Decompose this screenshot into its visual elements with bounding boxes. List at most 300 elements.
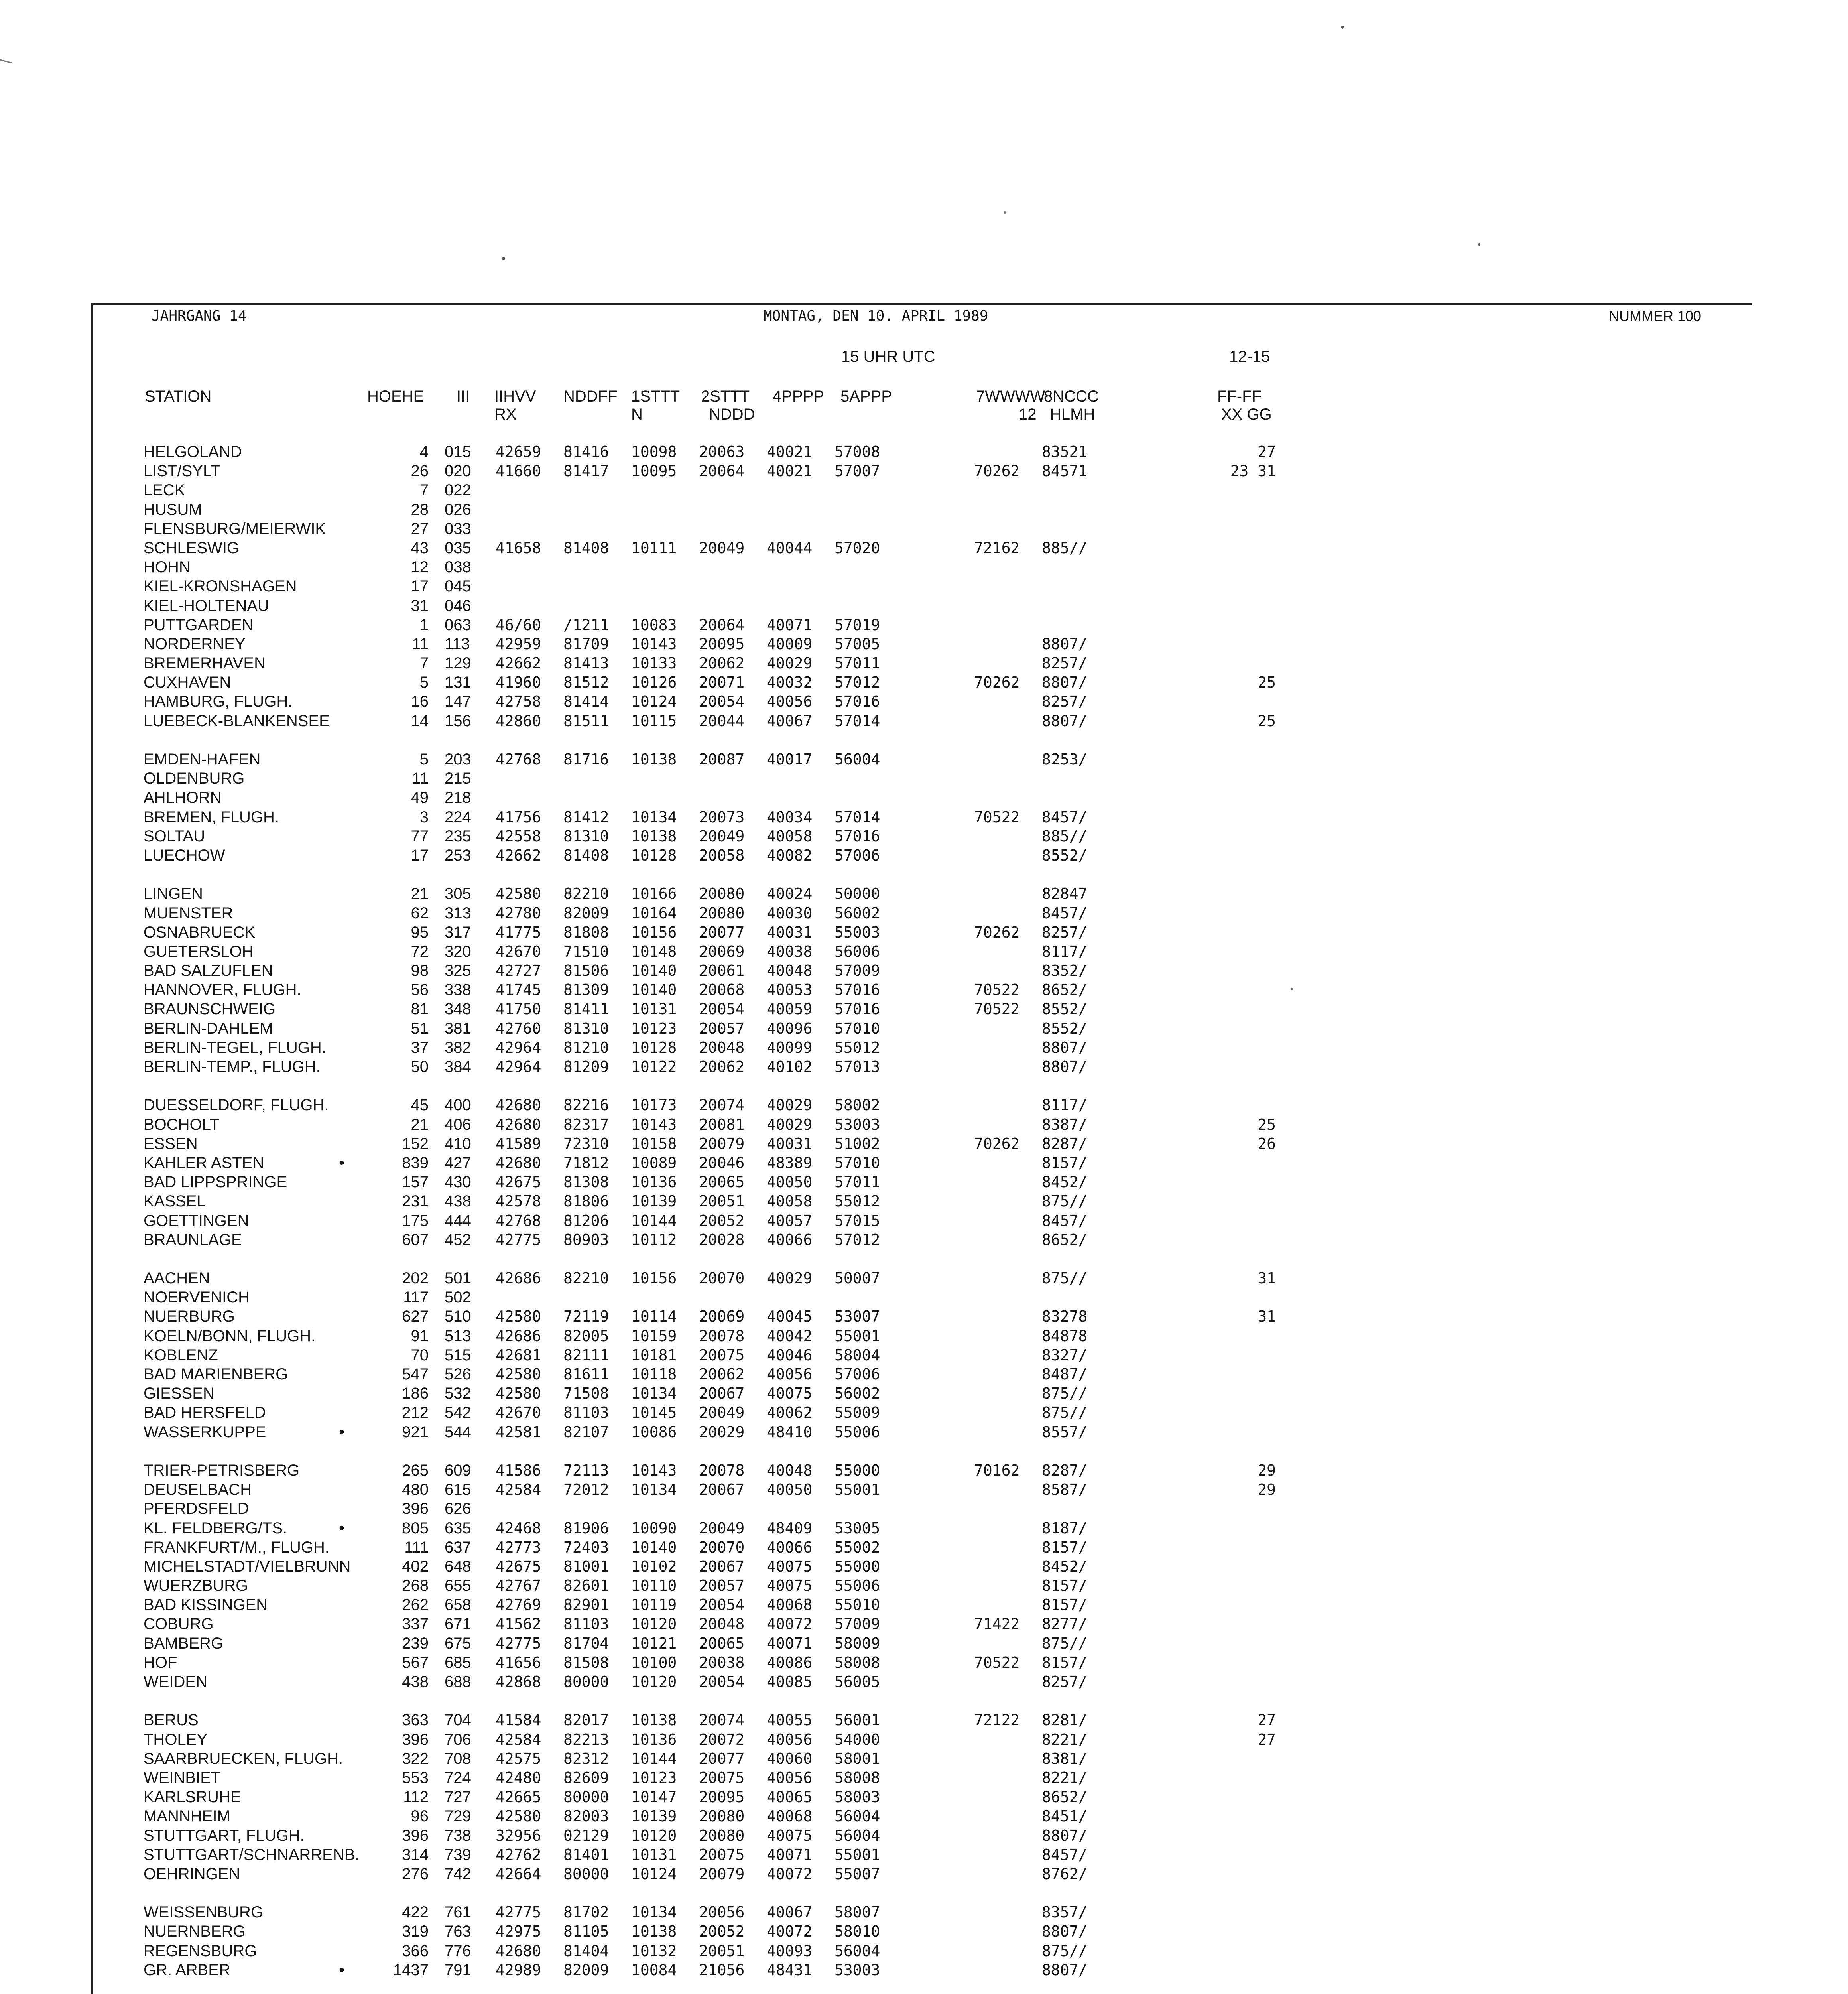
code-group: 55000	[834, 1557, 880, 1575]
station-height: 157	[402, 1173, 429, 1191]
code-group: 8157/	[1042, 1596, 1088, 1614]
station-id: 313	[445, 904, 471, 922]
code-group: 10139	[631, 1192, 677, 1210]
code-group: 10102	[631, 1557, 677, 1575]
code-group: 42727	[496, 962, 541, 980]
code-group: 57012	[834, 674, 880, 692]
code-group: 10124	[631, 1865, 677, 1883]
code-group: 82111	[563, 1346, 609, 1364]
station-height: 396	[402, 1500, 429, 1518]
code-group: 40048	[767, 962, 813, 980]
station-id: 129	[445, 654, 471, 672]
code-group: 10111	[631, 539, 677, 557]
code-group: 40071	[767, 1846, 813, 1864]
station-id: 338	[445, 981, 471, 999]
code-group: 8807/	[1042, 1827, 1088, 1844]
code-group: 40099	[767, 1038, 813, 1056]
station-id: 510	[445, 1308, 471, 1326]
station-name: NUERBURG	[144, 1308, 235, 1326]
code-group: 41756	[496, 808, 541, 826]
station-height: 62	[411, 904, 429, 922]
code-group: 20095	[699, 1788, 745, 1806]
code-group: 70262	[974, 923, 1020, 941]
code-group: 82210	[563, 885, 609, 903]
station-height: 175	[402, 1212, 429, 1230]
code-group: 875//	[1042, 1269, 1088, 1287]
code-group: 81906	[563, 1519, 609, 1537]
station-height: 1437	[393, 1961, 429, 1979]
code-group: 20095	[699, 635, 745, 653]
code-group: 42581	[496, 1423, 541, 1441]
code-group: 70522	[974, 808, 1020, 826]
code-group: 10100	[631, 1653, 677, 1671]
code-group: 8287/	[1042, 1461, 1088, 1479]
station-height: 337	[402, 1615, 429, 1633]
station-id: 305	[445, 885, 471, 903]
code-group: 20049	[699, 1519, 745, 1537]
code-group: 42989	[496, 1961, 541, 1979]
code-group: /1211	[563, 616, 609, 634]
code-group: 84878	[1042, 1327, 1088, 1345]
col-12: 12	[1019, 406, 1037, 423]
station-id: 706	[445, 1730, 471, 1748]
station-name: CUXHAVEN	[144, 674, 231, 692]
code-group: 42680	[496, 1096, 541, 1114]
code-group: 8221/	[1042, 1730, 1088, 1748]
code-group: 57008	[834, 443, 880, 461]
code-group: 40068	[767, 1596, 813, 1614]
station-name: KOELN/BONN, FLUGH.	[144, 1327, 316, 1345]
code-group: 20038	[699, 1653, 745, 1671]
code-group: 42575	[496, 1750, 541, 1767]
code-group: 8257/	[1042, 1673, 1088, 1691]
code-group: 20070	[699, 1538, 745, 1556]
station-id: 410	[445, 1135, 471, 1153]
station-id: 348	[445, 1000, 471, 1018]
station-id: 015	[445, 443, 471, 461]
code-group: 10143	[631, 635, 677, 653]
code-group: 40017	[767, 751, 813, 768]
code-group: 40034	[767, 808, 813, 826]
station-height: 262	[402, 1596, 429, 1614]
code-group: 42558	[496, 827, 541, 845]
code-group: 41775	[496, 923, 541, 941]
code-group: 10138	[631, 1923, 677, 1941]
station-name: HOF	[144, 1653, 177, 1671]
station-name: BERLIN-TEGEL, FLUGH.	[144, 1038, 326, 1056]
station-name: TRIER-PETRISBERG	[144, 1461, 300, 1479]
station-height: 111	[404, 1538, 429, 1556]
station-height: 231	[402, 1192, 429, 1210]
code-group: 81401	[563, 1846, 609, 1864]
station-name: KASSEL	[144, 1192, 206, 1210]
code-group: 40067	[767, 1903, 813, 1921]
station-name: THOLEY	[144, 1730, 208, 1748]
code-group: 10140	[631, 1538, 677, 1556]
code-group: 40029	[767, 1115, 813, 1133]
code-group: 82210	[563, 1269, 609, 1287]
code-group: 55007	[834, 1865, 880, 1883]
code-group: 20070	[699, 1269, 745, 1287]
code-group: 58001	[834, 1750, 880, 1767]
code-group: 72119	[563, 1308, 609, 1326]
station-name: WEIDEN	[144, 1673, 207, 1691]
gust-value: 23 31	[1230, 462, 1276, 480]
station-height: 402	[402, 1557, 429, 1575]
station-id: 400	[445, 1096, 471, 1114]
code-group: 57014	[834, 712, 880, 730]
code-group: 40053	[767, 981, 813, 999]
code-group: 40056	[767, 1365, 813, 1383]
code-group: 81103	[563, 1615, 609, 1633]
code-group: 57011	[834, 1173, 880, 1191]
station-name: PFERDSFELD	[144, 1500, 249, 1518]
code-group: 42860	[496, 712, 541, 730]
code-group: 8117/	[1042, 1096, 1088, 1114]
station-id: 203	[445, 751, 471, 768]
code-group: 81511	[563, 712, 609, 730]
code-group: 20079	[699, 1135, 745, 1153]
code-group: 20049	[699, 827, 745, 845]
station-name: FLENSBURG/MEIERWIK	[144, 520, 326, 538]
code-group: 42584	[496, 1730, 541, 1748]
code-group: 55009	[834, 1404, 880, 1422]
station-id: 742	[445, 1865, 471, 1883]
code-group: 81704	[563, 1634, 609, 1652]
code-group: 81206	[563, 1212, 609, 1230]
code-group: 82003	[563, 1807, 609, 1825]
code-group: 81209	[563, 1058, 609, 1076]
code-group: 20075	[699, 1346, 745, 1364]
station-name: BAD LIPPSPRINGE	[144, 1173, 287, 1191]
station-name: SAARBRUECKEN, FLUGH.	[144, 1750, 343, 1767]
station-id: 235	[445, 827, 471, 845]
gust-value: 25	[1258, 674, 1276, 692]
code-group: 10089	[631, 1154, 677, 1172]
station-name: GOETTINGEN	[144, 1212, 249, 1230]
gust-value: 27	[1258, 443, 1276, 461]
station-height: 547	[402, 1365, 429, 1383]
code-group: 58002	[834, 1096, 880, 1114]
col-nddff: NDDFF	[563, 388, 618, 405]
code-group: 20057	[699, 1577, 745, 1595]
code-group: 41750	[496, 1000, 541, 1018]
code-group: 42659	[496, 443, 541, 461]
code-group: 81417	[563, 462, 609, 480]
code-group: 54000	[834, 1730, 880, 1748]
station-name: MUENSTER	[144, 904, 233, 922]
station-height: 26	[411, 462, 429, 480]
station-id: 502	[445, 1289, 471, 1306]
gust-value: 25	[1258, 1115, 1276, 1133]
station-id: 382	[445, 1038, 471, 1056]
code-group: 58008	[834, 1769, 880, 1787]
col-7wwww: 7WWWW	[976, 388, 1045, 405]
code-group: 40038	[767, 942, 813, 960]
code-group: 56006	[834, 942, 880, 960]
station-height: 396	[402, 1730, 429, 1748]
station-name: NORDERNEY	[144, 635, 246, 653]
code-group: 8387/	[1042, 1115, 1088, 1133]
station-id: 384	[445, 1058, 471, 1076]
code-group: 20063	[699, 443, 745, 461]
station-height: 45	[411, 1096, 429, 1114]
station-id: 452	[445, 1231, 471, 1249]
code-group: 40057	[767, 1212, 813, 1230]
code-group: 20068	[699, 981, 745, 999]
code-group: 10122	[631, 1058, 677, 1076]
code-group: 42959	[496, 635, 541, 653]
code-group: 20056	[699, 1903, 745, 1921]
code-group: 8807/	[1042, 1961, 1088, 1979]
station-name: KL. FELDBERG/TS.	[144, 1519, 287, 1537]
col-iii: III	[457, 388, 470, 405]
code-group: 02129	[563, 1827, 609, 1844]
code-group: 81506	[563, 962, 609, 980]
station-id: 727	[445, 1788, 471, 1806]
station-name: BAD SALZUFLEN	[144, 962, 273, 980]
station-name: GR. ARBER	[144, 1961, 230, 1979]
code-group: 42964	[496, 1038, 541, 1056]
code-group: 42769	[496, 1596, 541, 1614]
code-group: 875//	[1042, 1942, 1088, 1960]
station-height: 202	[402, 1269, 429, 1287]
code-group: 40071	[767, 1634, 813, 1652]
code-group: 20062	[699, 1365, 745, 1383]
code-group: 10138	[631, 751, 677, 768]
station-name: BAD MARIENBERG	[144, 1365, 288, 1383]
code-group: 10120	[631, 1615, 677, 1633]
station-height: 31	[411, 597, 429, 615]
station-id: 218	[445, 789, 471, 807]
code-group: 8552/	[1042, 1019, 1088, 1037]
station-id: 724	[445, 1769, 471, 1787]
code-group: 83521	[1042, 443, 1088, 461]
code-group: 57015	[834, 1212, 880, 1230]
code-group: 8257/	[1042, 654, 1088, 672]
station-id: 156	[445, 712, 471, 730]
station-id: 739	[445, 1846, 471, 1864]
code-group: 8652/	[1042, 981, 1088, 999]
code-group: 10121	[631, 1634, 677, 1652]
code-group: 8187/	[1042, 1519, 1088, 1537]
code-group: 40056	[767, 1730, 813, 1748]
code-group: 81210	[563, 1038, 609, 1056]
code-group: 80000	[563, 1673, 609, 1691]
date-label: MONTAG, DEN 10. APRIL 1989	[764, 308, 988, 324]
station-id: 444	[445, 1212, 471, 1230]
code-group: 10144	[631, 1750, 677, 1767]
station-id: 045	[445, 577, 471, 595]
code-group: 10086	[631, 1423, 677, 1441]
station-name: EMDEN-HAFEN	[144, 751, 261, 768]
code-group: 8457/	[1042, 808, 1088, 826]
station-height: 5	[419, 751, 429, 768]
code-group: 20072	[699, 1730, 745, 1748]
station-name: WASSERKUPPE	[144, 1423, 266, 1441]
code-group: 8352/	[1042, 962, 1088, 980]
code-group: 42964	[496, 1058, 541, 1076]
code-group: 57019	[834, 616, 880, 634]
code-group: 42768	[496, 751, 541, 768]
code-group: 10134	[631, 1481, 677, 1499]
code-group: 40060	[767, 1750, 813, 1767]
code-group: 81808	[563, 923, 609, 941]
code-group: 40056	[767, 693, 813, 711]
code-group: 55001	[834, 1327, 880, 1345]
code-group: 8253/	[1042, 751, 1088, 768]
station-name: LECK	[144, 481, 185, 499]
code-group: 81404	[563, 1942, 609, 1960]
code-group: 72113	[563, 1461, 609, 1479]
station-height: 276	[402, 1865, 429, 1883]
station-id: 381	[445, 1019, 471, 1037]
code-group: 42665	[496, 1788, 541, 1806]
station-name: REGENSBURG	[144, 1942, 257, 1960]
station-height: 363	[402, 1711, 429, 1729]
station-name: BERUS	[144, 1711, 199, 1729]
code-group: 81512	[563, 674, 609, 692]
station-height: 319	[402, 1923, 429, 1941]
station-id: 708	[445, 1750, 471, 1767]
station-name: DUESSELDORF, FLUGH.	[144, 1096, 329, 1114]
station-id: 513	[445, 1327, 471, 1345]
code-group: 20049	[699, 539, 745, 557]
code-group: 42775	[496, 1231, 541, 1249]
code-group: 20075	[699, 1769, 745, 1787]
code-group: 82901	[563, 1596, 609, 1614]
code-group: 20044	[699, 712, 745, 730]
code-group: 40021	[767, 462, 813, 480]
station-id: 635	[445, 1519, 471, 1537]
station-id: 542	[445, 1404, 471, 1422]
station-id: 131	[445, 674, 471, 692]
station-name: PUTTGARDEN	[144, 616, 254, 634]
code-group: 82009	[563, 904, 609, 922]
station-name: LINGEN	[144, 885, 203, 903]
code-group: 56001	[834, 1711, 880, 1729]
code-group: 57016	[834, 827, 880, 845]
code-group: 20074	[699, 1711, 745, 1729]
code-group: 8487/	[1042, 1365, 1088, 1383]
code-group: 20081	[699, 1115, 745, 1133]
code-group: 58004	[834, 1346, 880, 1364]
station-id: 320	[445, 942, 471, 960]
station-name: KIEL-KRONSHAGEN	[144, 577, 297, 595]
code-group: 40021	[767, 443, 813, 461]
code-group: 20069	[699, 942, 745, 960]
code-group: 10158	[631, 1135, 677, 1153]
station-height: 50	[411, 1058, 429, 1076]
code-group: 40030	[767, 904, 813, 922]
mountain-station-marker: •	[339, 1423, 345, 1441]
code-group: 42760	[496, 1019, 541, 1037]
code-group: 58008	[834, 1653, 880, 1671]
code-group: 82312	[563, 1750, 609, 1767]
code-group: 8457/	[1042, 904, 1088, 922]
station-id: 671	[445, 1615, 471, 1633]
code-group: 10134	[631, 1903, 677, 1921]
code-group: 10123	[631, 1019, 677, 1037]
code-group: 40066	[767, 1231, 813, 1249]
station-height: 839	[402, 1154, 429, 1172]
code-group: 40102	[767, 1058, 813, 1076]
code-group: 20029	[699, 1423, 745, 1441]
code-group: 40058	[767, 827, 813, 845]
code-group: 42662	[496, 846, 541, 864]
code-group: 57005	[834, 635, 880, 653]
code-group: 20069	[699, 1308, 745, 1326]
gust-value: 31	[1258, 1269, 1276, 1287]
code-group: 8557/	[1042, 1423, 1088, 1441]
code-group: 57009	[834, 962, 880, 980]
code-group: 8552/	[1042, 1000, 1088, 1018]
code-group: 82601	[563, 1577, 609, 1595]
station-id: 035	[445, 539, 471, 557]
code-group: 57016	[834, 693, 880, 711]
station-id: 113	[445, 635, 470, 653]
code-group: 40068	[767, 1807, 813, 1825]
code-group: 57012	[834, 1231, 880, 1249]
code-group: 42762	[496, 1846, 541, 1864]
code-group: 42580	[496, 1308, 541, 1326]
mountain-station-marker: •	[339, 1154, 345, 1172]
station-height: 921	[402, 1423, 429, 1441]
station-height: 5	[419, 674, 429, 692]
code-group: 82213	[563, 1730, 609, 1748]
col-nddd: NDDD	[709, 406, 755, 423]
code-group: 53003	[834, 1115, 880, 1133]
gust-value: 27	[1258, 1711, 1276, 1729]
code-group: 40093	[767, 1942, 813, 1960]
code-group: 70262	[974, 674, 1020, 692]
code-group: 48389	[767, 1154, 813, 1172]
station-id: 224	[445, 808, 471, 826]
code-group: 40075	[767, 1827, 813, 1844]
station-id: 675	[445, 1634, 471, 1652]
code-group: 10095	[631, 462, 677, 480]
code-group: 40029	[767, 1096, 813, 1114]
station-name: BAMBERG	[144, 1634, 224, 1652]
code-group: 72403	[563, 1538, 609, 1556]
station-name: HUSUM	[144, 500, 202, 518]
col-ffff: FF-FF	[1217, 388, 1262, 405]
code-group: 10084	[631, 1961, 677, 1979]
code-group: 58003	[834, 1788, 880, 1806]
code-group: 8257/	[1042, 693, 1088, 711]
code-group: 40056	[767, 1769, 813, 1787]
code-group: 10131	[631, 1000, 677, 1018]
code-group: 81308	[563, 1173, 609, 1191]
station-name: BAD KISSINGEN	[144, 1596, 268, 1614]
volume-label: JAHRGANG 14	[152, 308, 247, 324]
code-group: 20080	[699, 904, 745, 922]
code-group: 72310	[563, 1135, 609, 1153]
station-height: 627	[402, 1308, 429, 1326]
station-name: BERLIN-DAHLEM	[144, 1019, 273, 1037]
gust-value: 29	[1258, 1461, 1276, 1479]
code-group: 82005	[563, 1327, 609, 1345]
code-group: 10138	[631, 1711, 677, 1729]
code-group: 8157/	[1042, 1653, 1088, 1671]
station-name: WUERZBURG	[144, 1577, 248, 1595]
code-group: 70522	[974, 981, 1020, 999]
code-group: 8652/	[1042, 1788, 1088, 1806]
code-group: 20079	[699, 1865, 745, 1883]
code-group: 82107	[563, 1423, 609, 1441]
code-group: 20080	[699, 1807, 745, 1825]
code-group: 10126	[631, 674, 677, 692]
